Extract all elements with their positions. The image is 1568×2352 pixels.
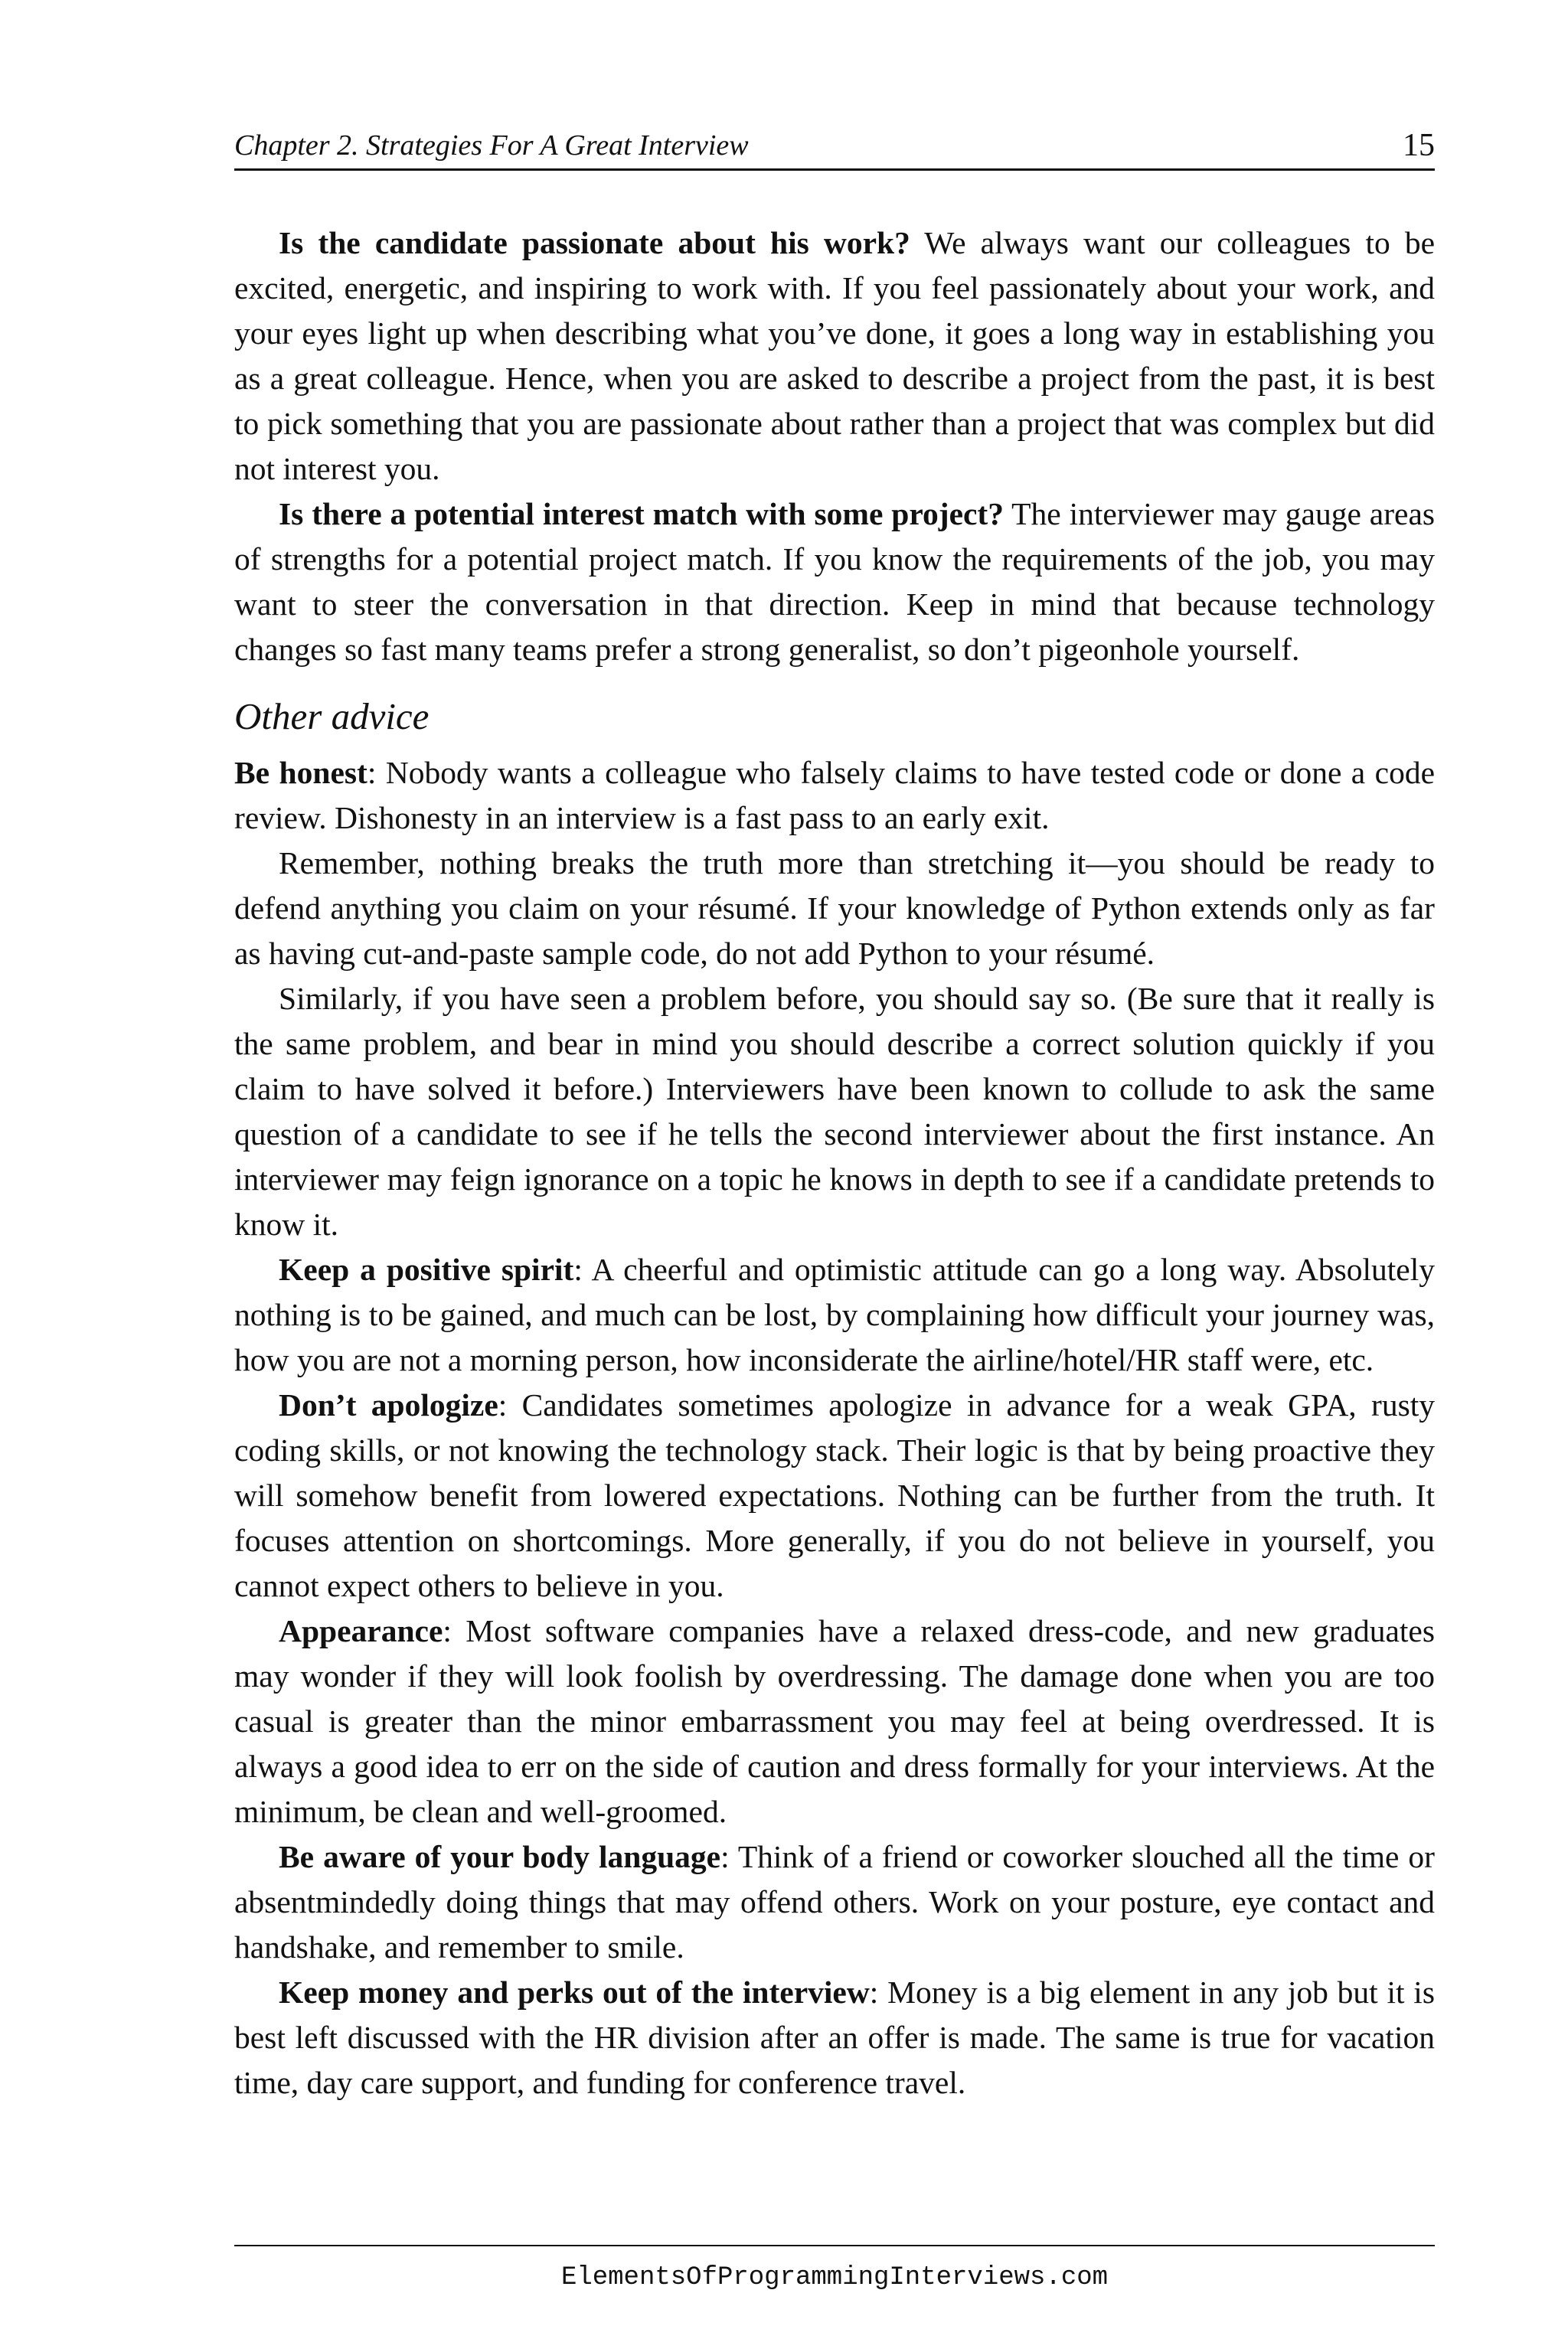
paragraph-body-language: [234, 1834, 1435, 1970]
paragraph-similarly: [234, 976, 1435, 1247]
paragraph-dont-apologize: [234, 1383, 1435, 1609]
paragraph-lead: Keep a positive spirit: [279, 1252, 574, 1287]
paragraph-interest-match: [234, 492, 1435, 672]
paragraph-text: : Think of a friend or coworker slouched all the time or absentmindedly doing things that may offend others. Work on your posture, eye contact and handshake, and remember to smile.: [234, 1839, 1435, 1965]
paragraph-text: : Candidates sometimes apologize in advance for a weak GPA, rusty coding skills, or not knowing the technology stack. Their logic is that by being proactive they will somehow benefit from lowered expectations. Nothing can be further from the truth. It focuses attention on shortcomings. More generally, if you do not believe in yourself, you cannot expect others to believe in you.: [234, 1387, 1436, 1603]
book-page: [234, 0, 1435, 2352]
page-number: 15: [1403, 128, 1435, 163]
paragraph-passion: [234, 220, 1435, 492]
paragraph-text: The interviewer may gauge areas of strengths for a potential project match. If you know the requirements of the job, you may want to steer the conversation in that direction. Keep in mind that because technology changes so fast many teams prefer a strong generalist, so don’t pigeonhole yourself.: [234, 496, 1436, 667]
paragraph-text: Similarly, if you have seen a problem before, you should say so. (Be sure that it really is the same problem, and bear in mind you should describe a correct solution quickly if you claim to have solved it before.) Interviewers have been known to collude to ask the same question of a candidate to see if he tells the second interviewer about the first instance. An interviewer may feign ignorance on a topic he knows in depth to see if a candidate pretends to know it.: [234, 981, 1435, 1242]
paragraph-positive-spirit: [234, 1247, 1435, 1383]
paragraph-be-honest: [234, 750, 1435, 841]
paragraph-text: : Nobody wants a colleague who falsely claims to have tested code or done a code review. Dishonesty in an interview is a fast pass to an early exit.: [234, 755, 1436, 835]
paragraph-text: : A cheerful and optimistic attitude can go a long way. Absolutely nothing is to be gained, and much can be lost, by complaining how difficult your journey was, how you are not a morning person, how inconsiderate the airline/hotel/HR staff were, etc.: [234, 1252, 1435, 1377]
footer-url: ElementsOfProgrammingInterviews.com: [560, 2263, 1109, 2292]
body-text: [234, 220, 1435, 2105]
page-footer: [234, 2245, 1435, 2292]
paragraph-text: : Money is a big element in any job but it is best left discussed with the HR division after an offer is made. The same is true for vacation time, day care support, and funding for conference travel.: [234, 1975, 1435, 2100]
paragraph-lead: Don’t apologize: [279, 1387, 498, 1423]
paragraph-text: Remember, nothing breaks the truth more than stretching it—you should be ready to defend anything you claim on your résumé. If your knowledge of Python extends only as far as having cut-and-paste sample code, do not add Python to your résumé.: [234, 845, 1435, 971]
section-heading: Other advice: [234, 695, 430, 737]
running-header: [234, 126, 1435, 171]
paragraph-lead: Be honest: [234, 755, 368, 790]
paragraph-lead: Is the candidate passionate about his work?: [279, 225, 910, 260]
paragraph-remember: [234, 841, 1435, 976]
paragraph-text: We always want our colleagues to be excited, energetic, and inspiring to work with. If you feel passionately about your work, and your eyes light up when describing what you’ve done, it goes a long way in establishing you as a great colleague. Hence, when you are asked to describe a project from the past, it is best to pick something that you are passionate about rather than a project that was complex but did not interest you.: [234, 225, 1435, 486]
paragraph-lead: Appearance: [279, 1613, 443, 1648]
paragraph-lead: Is there a potential interest match with some project?: [279, 496, 1004, 531]
paragraph-text: : Most software companies have a relaxed dress-code, and new graduates may wonder if they will look foolish by overdressing. The damage done when you are too casual is greater than the minor embarrassment you may feel at being overdressed. It is always a good idea to err on the side of caution and dress formally for your interviews. At the minimum, be clean and well-groomed.: [234, 1613, 1435, 1829]
paragraph-lead: Keep money and perks out of the interview: [279, 1975, 870, 2010]
paragraph-appearance: [234, 1609, 1435, 1834]
paragraph-lead: Be aware of your body language: [279, 1839, 721, 1874]
chapter-title: Chapter 2. Strategies For A Great Interview: [234, 129, 749, 162]
paragraph-money-perks: [234, 1970, 1435, 2105]
